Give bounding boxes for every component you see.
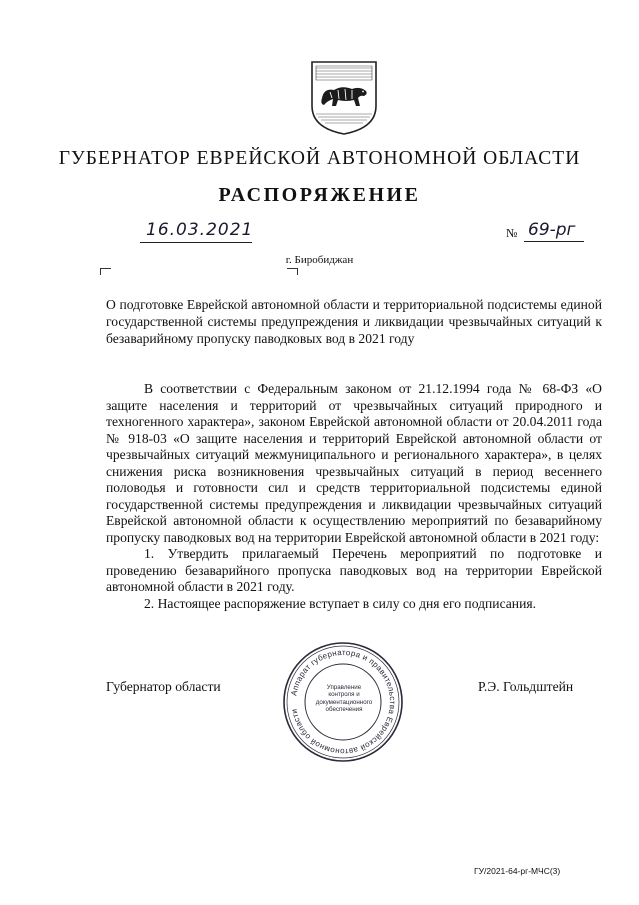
stamp-line: Управление контроля и	[326, 684, 362, 699]
stamp-ring-text: Аппарат губернатора и правительства Еврейской автономной области	[289, 647, 398, 757]
city-label: г. Биробиджан	[285, 254, 354, 266]
body-paragraph: 2. Настоящее распоряжение вступает в силу со дня его подписания.	[144, 595, 537, 611]
number-prefix: №	[506, 226, 518, 240]
issuer-title: ГУБЕРНАТОР ЕВРЕЙСКОЙ АВТОНОМНОЙ ОБЛАСТИ	[58, 148, 581, 169]
official-stamp	[281, 640, 405, 764]
date-field	[140, 220, 252, 243]
body-paragraph: 1. Утвердить прилагаемый Перечень мероприятий по подготовке и проведению безаварийного пропуска паводковых вод на территории Еврейской автономной области в 2021 году.	[106, 546, 602, 594]
stamp-line: обеспечения	[325, 706, 363, 714]
handwritten-date: 16.03.2021	[146, 220, 254, 240]
coat-of-arms-icon	[308, 58, 380, 136]
signatory-role: Губернатор области	[106, 679, 221, 694]
signatory-name: Р.Э. Гольдштейн	[478, 679, 574, 694]
corner-bracket-left	[100, 268, 111, 275]
handwritten-number: 69-рг	[524, 220, 584, 242]
corner-bracket-right	[287, 268, 298, 275]
number-field	[506, 220, 588, 242]
document-subject: О подготовке Еврейской автономной области и территориальной подсистемы единой государственной системы предупреждения и ликвидации чрезвычайных ситуаций к безаварийному пропуску паводковых вод в 2021 году	[106, 297, 602, 346]
stamp-inner-text	[315, 684, 373, 714]
stamp-line: документационного	[315, 698, 373, 706]
document-code: ГУ/2021-64-рг-МЧС(3)	[474, 866, 561, 876]
document-type: РАСПОРЯЖЕНИЕ	[218, 184, 421, 206]
body-paragraph: В соответствии с Федеральным законом от 21.12.1994 года № 68-ФЗ «О защите населения и территорий от чрезвычайных ситуаций природного и техногенного характера», законом Еврейской автономной области от 20.04.2011 года № 918-03 «О защите населения и территорий Еврейской автономной области от чрезвычайных ситуаций межмуниципального и регионального характера», в целях снижения риска возникновения чрезвычайных ситуаций в период весеннего половодья и готовности сил и средств территориальной подсистемы единой государственной системы предупреждения и ликвидации чрезвычайных ситуаций Еврейской автономной области к осуществлению мероприятий по безаварийному пропуску паводковых вод на территории Еврейской автономной области в 2021 году:	[106, 381, 602, 545]
document-body	[106, 381, 602, 612]
